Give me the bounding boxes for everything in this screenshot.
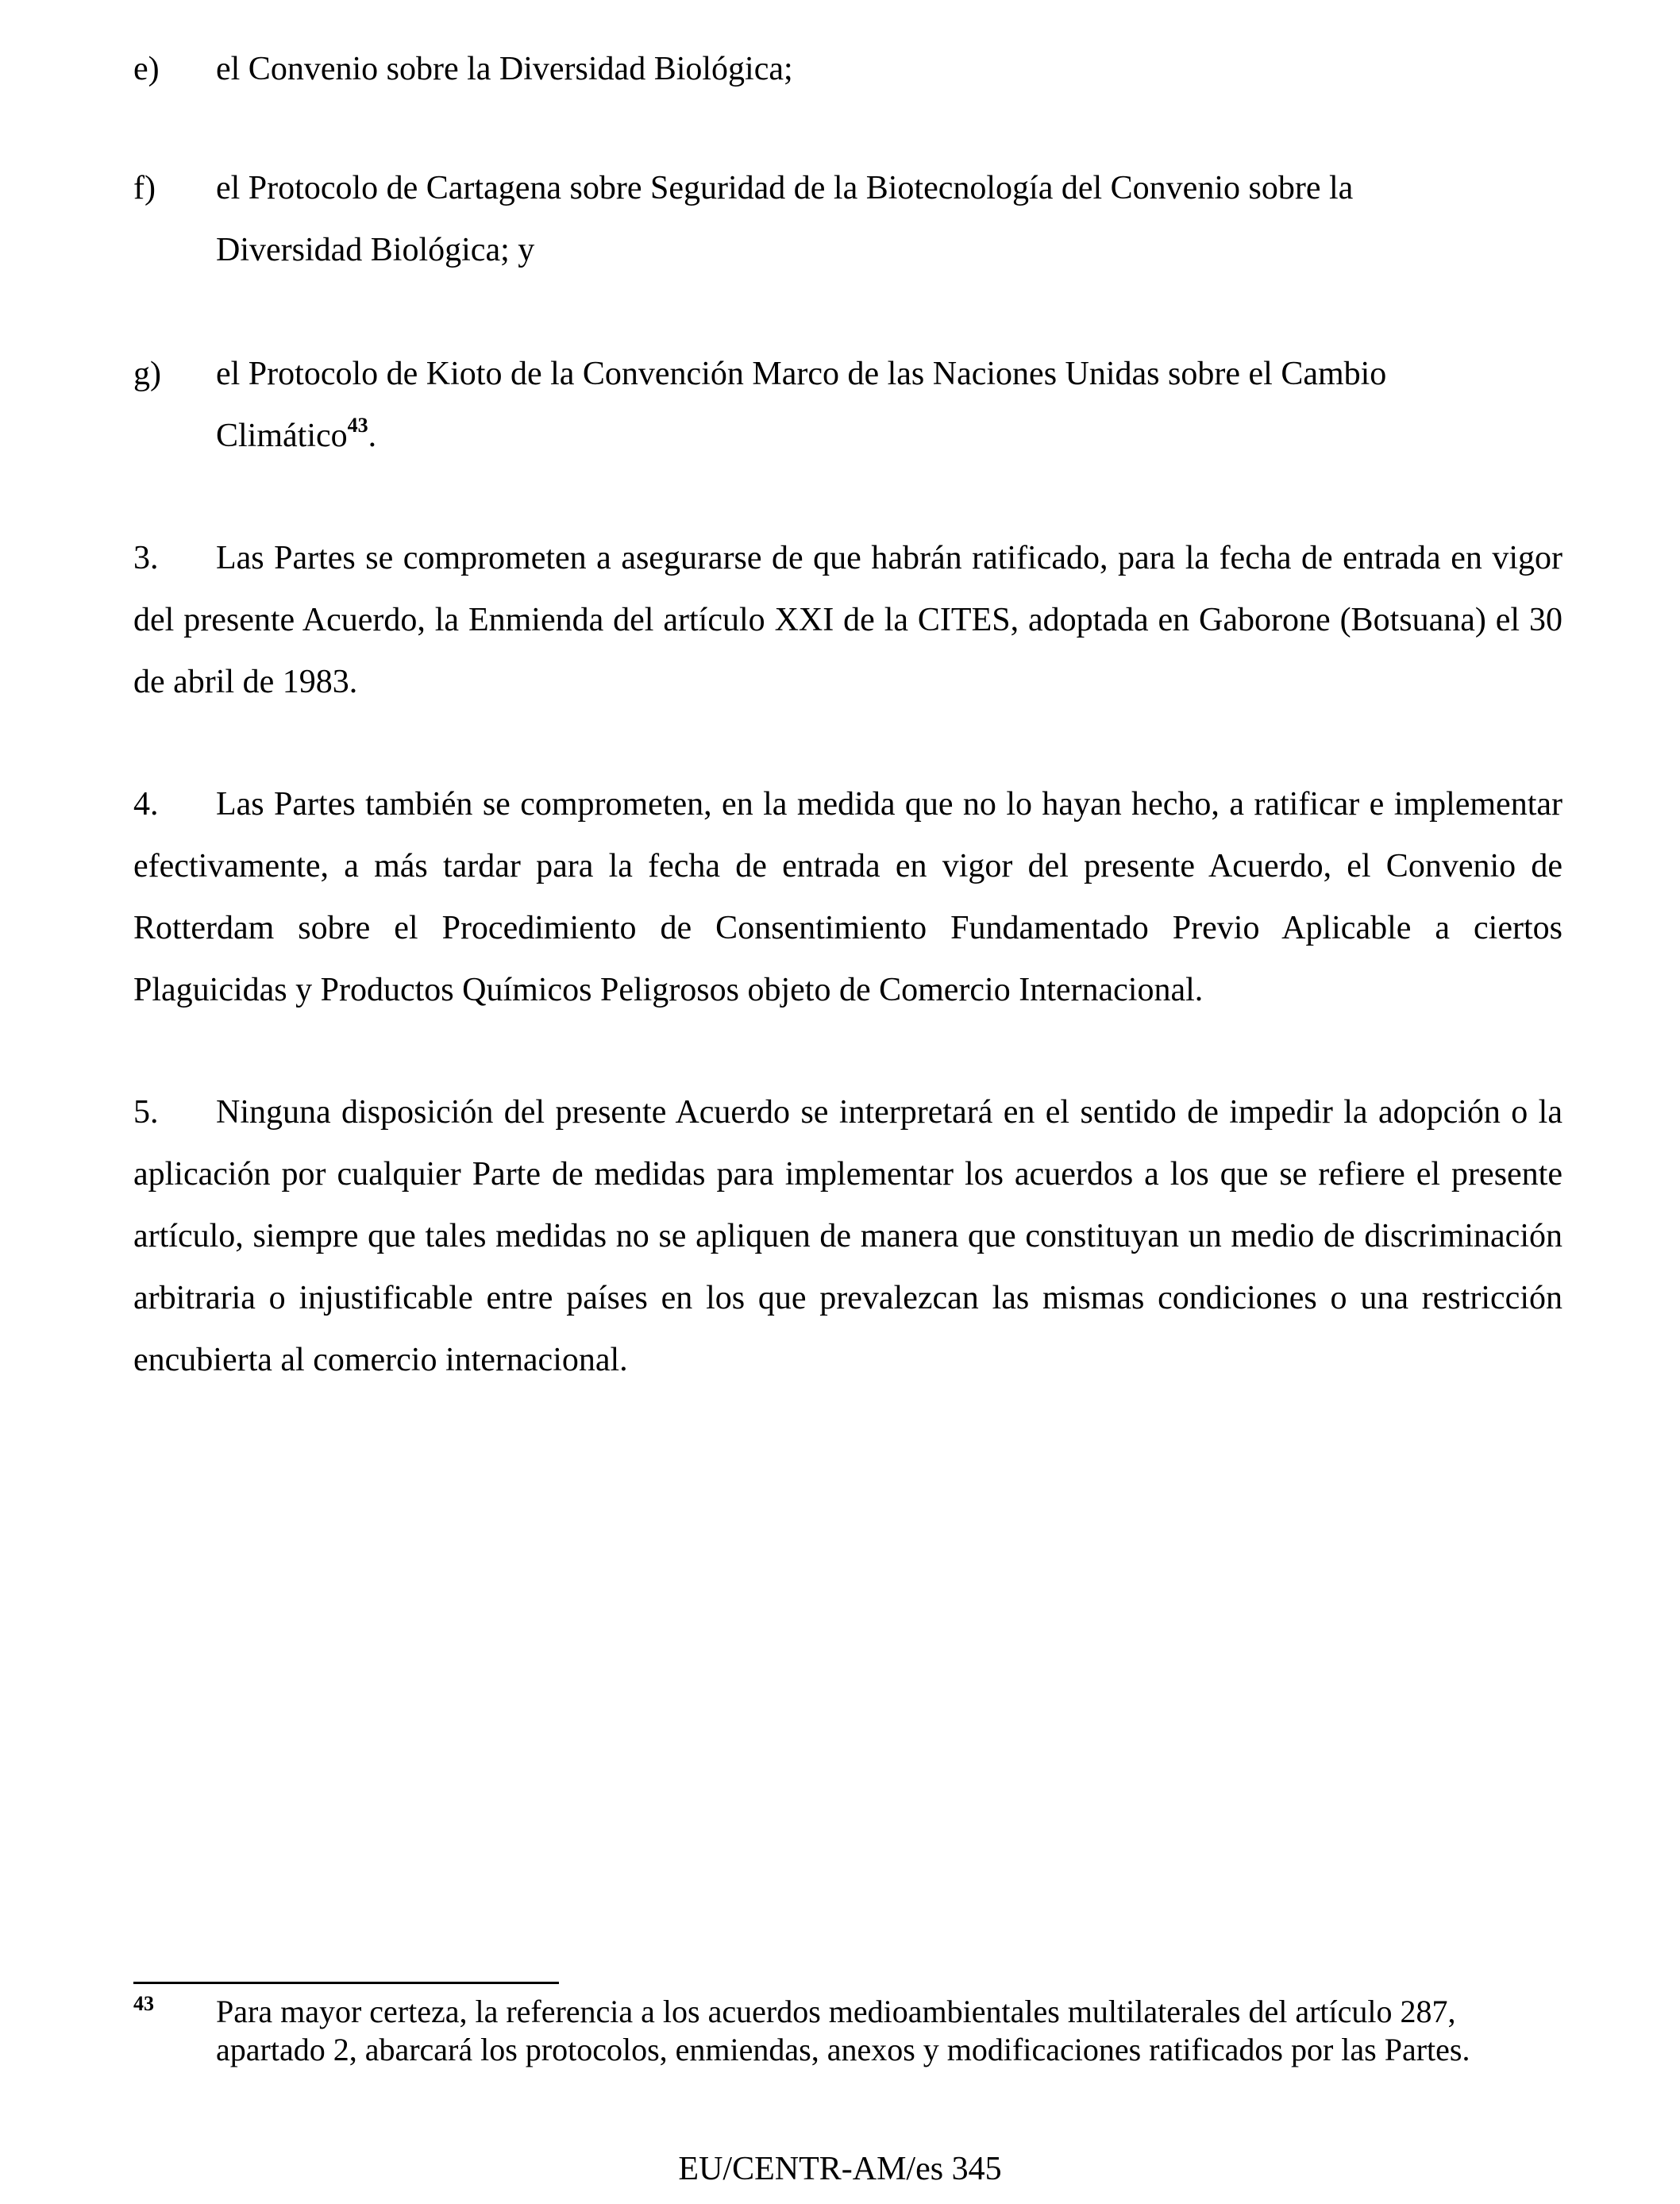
list-item-text: el Protocolo de Cartagena sobre Seguridad de la Biotecnología del Convenio sobre la Diversidad Biológica; y <box>216 170 1354 268</box>
list-item-text: el Convenio sobre la Diversidad Biológica; <box>216 51 793 87</box>
list-item-text <box>216 343 1534 471</box>
list-item-g-body: el Protocolo de Kioto de la Convención Marco de las Naciones Unidas sobre el Cambio Climático <box>216 356 1387 454</box>
list-item-label: g) <box>133 356 161 392</box>
list-item-e <box>133 38 1578 100</box>
footnote-text: Para mayor certeza, la referencia a los acuerdos medioambientales multilaterales del artículo 287, apartado 2, abarcará los protocolos, enmiendas, anexos y modificaciones ratificados por las Partes. <box>216 1994 1470 2067</box>
list-item-label: f) <box>133 170 156 206</box>
paragraph-number: 3. <box>133 540 159 576</box>
list-item-label: e) <box>133 51 160 87</box>
footnote-separator <box>133 1982 559 1984</box>
footnote-reference[interactable]: 43 <box>347 414 368 437</box>
page-footer-id: EU/CENTR-AM/es 345 <box>678 2151 1002 2187</box>
list-item-g-end: . <box>368 418 377 454</box>
paragraph-5 <box>133 1081 1562 1391</box>
paragraph-number: 5. <box>133 1094 159 1131</box>
paragraph-text: Las Partes se comprometen a asegurarse de que habrán ratificado, para la fecha de entrada en vigor del presente Acuerdo, la Enmienda del artículo XXI de la CITES, adoptada en Gaborone (Botsuana) el 30 de abril de 1983. <box>133 540 1562 700</box>
paragraph-text: Ninguna disposición del presente Acuerdo se interpretará en el sentido de impedir la adopción o la aplicación por cualquier Parte de medidas para implementar los acuerdos a los que se refiere el presente artículo, siempre que tales medidas no se apliquen de manera que constituyan un medio de discriminación arbitraria o injustificable entre países en los que prevalezcan las mismas condiciones o una restricción encubierta al comercio internacional. <box>133 1094 1562 1378</box>
footnote <box>133 1993 1562 2069</box>
paragraph-3 <box>133 527 1562 713</box>
list-item-g <box>133 343 1578 471</box>
paragraph-4 <box>133 773 1562 1021</box>
paragraph-text: Las Partes también se comprometen, en la medida que no lo hayan hecho, a ratificar e implementar efectivamente, a más tardar para la fecha de entrada en vigor del presente Acuerdo, el Convenio de Rotterdam sobre el Procedimiento de Consentimiento Fundamentado Previo Aplicable a ciertos Plaguicidas y Productos Químicos Peligrosos objeto de Comercio Internacional. <box>133 786 1562 1008</box>
footnote-number: 43 <box>133 1992 154 2015</box>
paragraph-number: 4. <box>133 786 159 823</box>
list-item-f <box>133 157 1578 281</box>
